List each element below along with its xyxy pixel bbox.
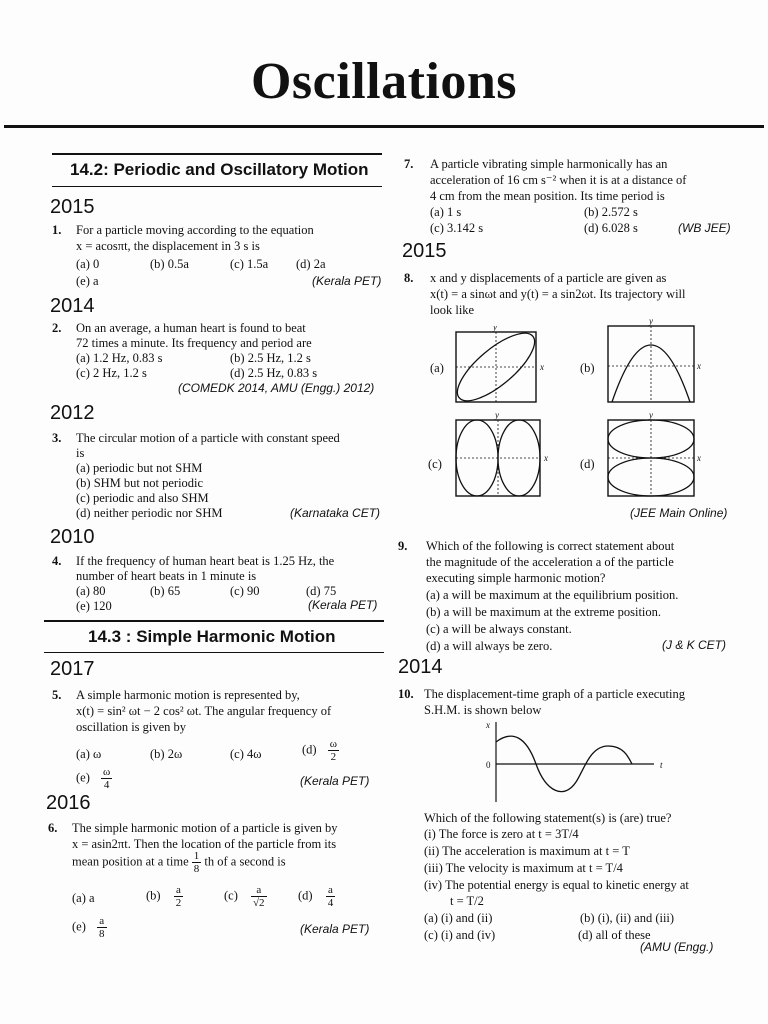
year-heading: 2012 [50,402,95,424]
option [76,766,112,791]
option: (c) a will be always constant. [426,622,572,636]
question-number: 7. [404,157,414,171]
option: (d) 6.028 s [584,221,638,235]
source-label: (WB JEE) [678,221,731,235]
question-number: 6. [48,821,58,835]
section-rule-bottom [44,652,384,653]
option-label: (d) [298,888,313,903]
source-label: (Karnataka CET) [290,506,381,520]
axis-y-label: y [493,326,497,332]
option: (b) 2.572 s [584,205,638,219]
option: (d) neither periodic nor SHM [76,506,223,520]
fraction-denominator: 2 [330,751,337,763]
statement: t = T/2 [450,894,484,908]
graph-x-axis-label: x [486,720,490,730]
option: (a) 0 [76,257,100,271]
question-text: 4 cm from the mean position. Its time period is [430,189,665,203]
question-text: look like [430,303,475,317]
section-rule-top [44,620,384,622]
question-number: 2. [52,321,62,335]
year-heading: 2015 [402,240,447,262]
source-label: (Kerala PET) [300,922,370,936]
axis-y-label: y [495,412,499,420]
axis-x-label: x [544,453,548,463]
source-label: (Kerala PET) [312,274,382,288]
option: (c) 4ω [230,747,262,761]
axis-y-label: y [649,410,653,420]
question-text: executing simple harmonic motion? [426,571,606,585]
question-text: number of heart beats in 1 minute is [76,569,257,583]
option-label: (e) [72,919,86,934]
axis-x-label: x [697,453,701,463]
fraction-numerator: ω [329,738,337,750]
source-label: (J & K CET) [662,638,727,652]
question-text: Which of the following statement(s) is (are) true? [424,811,672,825]
section-heading: 14.2: Periodic and Oscillatory Motion [70,160,369,179]
option [146,884,183,909]
question-text: The simple harmonic motion of a particle is given by [72,821,338,835]
axis-y-label: y [649,318,653,326]
question-text: A particle vibrating simple harmonically has an [430,157,668,171]
fraction-denominator: √2 [253,897,265,909]
fraction-denominator: 4 [103,779,110,791]
section-heading: 14.3 : Simple Harmonic Motion [88,627,336,646]
trajectory-figure-b [602,318,706,408]
question-number: 5. [52,688,62,702]
option: (a) a [72,891,95,905]
fraction-numerator: ω [103,766,111,778]
statement: (iii) The velocity is maximum at t = T/4 [424,861,623,875]
option: (d) 75 [306,584,337,598]
question-text: The displacement-time graph of a particle executing [424,687,685,701]
section-rule-bottom [52,186,382,187]
fraction [101,766,112,791]
option: (a) (i) and (ii) [424,911,493,925]
option-label: (b) [146,888,161,903]
year-heading: 2016 [46,792,91,814]
option: (c) 90 [230,584,260,598]
year-heading: 2010 [50,526,95,548]
fraction-numerator: a [174,884,184,897]
question-text [72,850,286,875]
question-text-part: mean position at a time [72,854,189,869]
option-label: (d) [302,742,317,757]
fraction-numerator: 1 [193,850,200,862]
question-text: 72 times a minute. Its frequency and period are [76,336,312,350]
question-text: For a particle moving according to the equation [76,223,314,237]
option [302,738,339,763]
fraction-numerator: a [326,884,336,897]
option: (b) [580,361,595,375]
title-rule [4,125,764,128]
section-rule-top [52,153,382,155]
question-text: Which of the following is correct statement about [426,539,675,553]
fraction [328,738,339,763]
option-label: (e) [76,770,90,785]
page-title: Oscillations [250,53,518,110]
year-heading: 2014 [50,295,95,317]
question-text: oscillation is given by [76,720,187,734]
option: (a) 1.2 Hz, 0.83 s [76,351,163,365]
option: (c) [428,457,442,471]
axis-x-label: x [697,361,701,371]
question-text: S.H.M. is shown below [424,703,542,717]
option: (c) 1.5a [230,257,269,271]
question-text: the magnitude of the acceleration a of the particle [426,555,674,569]
option: (a) ω [76,747,102,761]
question-text: x(t) = a sinωt and y(t) = a sin2ωt. Its trajectory will [430,287,686,301]
trajectory-figure-d [602,410,706,502]
option-label: (c) [224,888,238,903]
question-number: 3. [52,431,62,445]
option: (c) 2 Hz, 1.2 s [76,366,147,380]
option: (b) 65 [150,584,181,598]
question-text: x = acosπt, the displacement in 3 s is [76,239,260,253]
source-label: (JEE Main Online) [630,506,728,520]
question-number: 8. [404,271,414,285]
question-number: 1. [52,223,62,237]
fraction [251,884,267,909]
fraction [174,884,184,909]
question-text: The circular motion of a particle with constant speed [76,431,340,445]
question-text: x = asin2πt. Then the location of the particle from its [72,837,337,851]
fraction-denominator: 2 [175,897,182,909]
option: (c) periodic and also SHM [76,491,209,505]
option: (a) 1 s [430,205,462,219]
fraction [97,915,107,940]
statement: (ii) The acceleration is maximum at t = T [424,844,630,858]
trajectory-figure-a [450,326,550,406]
graph-origin-label: 0 [486,760,491,770]
question-text: On an average, a human heart is found to beat [76,321,306,335]
source-label: (COMEDK 2014, AMU (Engg.) 2012) [178,381,375,395]
option: (d) 2.5 Hz, 0.83 s [230,366,318,380]
option: (c) (i) and (iv) [424,928,496,942]
question-text-part: th of a second is [204,854,286,869]
question-text: x and y displacements of a particle are given as [430,271,667,285]
option: (a) a will be maximum at the equilibrium position. [426,588,679,602]
option: (d) [580,457,595,471]
year-heading: 2017 [50,658,95,680]
fraction-numerator: a [97,915,107,928]
option [224,884,267,909]
source-label: (Kerala PET) [308,598,378,612]
option: (a) periodic but not SHM [76,461,203,475]
statement: (i) The force is zero at t = 3T/4 [424,827,579,841]
displacement-time-graph [478,716,678,806]
option: (a) 80 [76,584,106,598]
source-label: (Kerala PET) [300,774,370,788]
option: (b) SHM but not periodic [76,476,204,490]
question-text: A simple harmonic motion is represented by, [76,688,300,702]
option: (b) 2ω [150,747,183,761]
question-text: acceleration of 16 cm s⁻² when it is at a distance of [430,173,687,187]
option [72,915,107,940]
option: (c) 3.142 s [430,221,484,235]
statement: (iv) The potential energy is equal to kinetic energy at [424,878,689,892]
fraction-denominator: 8 [99,928,105,940]
fraction [326,884,336,909]
fraction-numerator: a [251,884,267,897]
year-heading: 2014 [398,656,443,678]
year-heading: 2015 [50,196,95,218]
option: (d) a will always be zero. [426,639,553,653]
option: (e) 120 [76,599,112,613]
option: (b) 2.5 Hz, 1.2 s [230,351,311,365]
fraction [192,850,202,875]
option: (b) (i), (ii) and (iii) [580,911,675,925]
option: (b) 0.5a [150,257,189,271]
trajectory-figure-c [448,412,554,504]
option: (d) all of these [578,928,651,942]
source-label: (AMU (Engg.) [640,940,714,954]
fraction-denominator: 8 [193,863,200,875]
option: (a) [430,361,444,375]
question-text: is [76,446,85,460]
question-number: 9. [398,539,408,553]
question-text: If the frequency of human heart beat is 1.25 Hz, the [76,554,335,568]
fraction-denominator: 4 [327,897,334,909]
question-text: x(t) = sin² ωt − 2 cos² ωt. The angular frequency of [76,704,332,718]
option: (b) a will be maximum at the extreme position. [426,605,662,619]
option: (d) 2a [296,257,326,271]
option: (e) a [76,274,99,288]
axis-x-label: x [540,362,544,372]
question-number: 4. [52,554,62,568]
question-number: 10. [398,687,414,701]
graph-t-axis-label: t [660,760,663,770]
option [298,884,335,909]
